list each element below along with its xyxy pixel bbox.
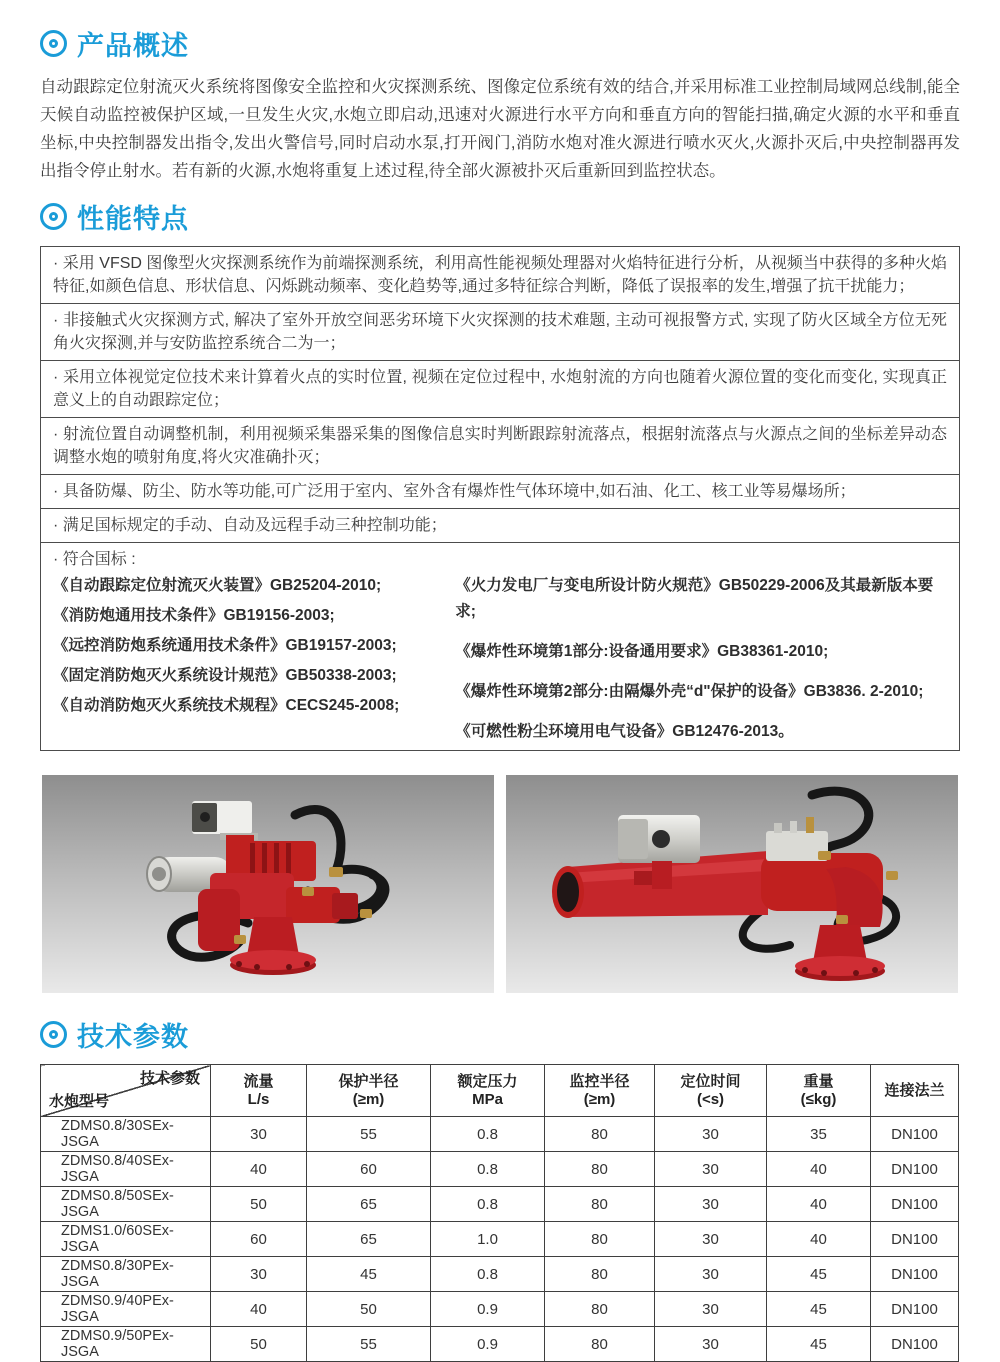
feature-item	[41, 304, 959, 361]
param-cell: 80	[545, 1292, 655, 1327]
table-row	[41, 1117, 959, 1152]
bullseye-icon	[40, 1021, 67, 1048]
feature-item	[41, 247, 959, 304]
table-row	[41, 1152, 959, 1187]
feature-text: · 采用立体视觉定位技术来计算着火点的实时位置, 视频在定位过程中, 水炮射流的方向也随着火源位置的变化而变化, 实现真正意义上的自动跟踪定位；	[53, 369, 947, 409]
param-cell: 40	[767, 1222, 871, 1257]
param-cell: 0.8	[431, 1117, 545, 1152]
column-header: 流量 L/s	[211, 1065, 307, 1117]
param-cell: 40	[767, 1152, 871, 1187]
table-row	[41, 1222, 959, 1257]
model-cell: ZDMS0.9/40PEx-JSGA	[41, 1292, 211, 1327]
diagonal-header-cell	[41, 1065, 211, 1117]
param-cell: DN100	[871, 1327, 959, 1362]
param-cell: 80	[545, 1187, 655, 1222]
param-cell: 40	[211, 1292, 307, 1327]
bullseye-inner-circle	[49, 39, 58, 48]
table-row	[41, 1327, 959, 1362]
bullseye-icon	[40, 30, 67, 57]
model-cell: ZDMS0.8/30PEx-JSGA	[41, 1257, 211, 1292]
column-header: 连接法兰	[871, 1065, 959, 1117]
param-cell: DN100	[871, 1292, 959, 1327]
standard-item: 《火力发电厂与变电所设计防火规范》GB50229-2006及其最新版本要求;	[455, 577, 934, 620]
param-cell: DN100	[871, 1222, 959, 1257]
standards-right-column	[455, 571, 947, 745]
param-cell: 80	[545, 1152, 655, 1187]
standard-item: 《爆炸性环境第1部分:设备通用要求》GB38361-2010;	[455, 643, 829, 660]
param-cell: 50	[211, 1187, 307, 1222]
param-cell: 55	[307, 1327, 431, 1362]
table-row	[41, 1292, 959, 1327]
feature-text: · 满足国标规定的手动、自动及远程手动三种控制功能；	[53, 517, 447, 534]
param-cell: 60	[211, 1222, 307, 1257]
table-row	[41, 1187, 959, 1222]
standard-item: 《可燃性粉尘环境用电气设备》GB12476-2013。	[455, 723, 794, 740]
parameters-table	[40, 1064, 959, 1362]
model-cell: ZDMS1.0/60SEx-JSGA	[41, 1222, 211, 1257]
column-header: 保护半径 (≥m)	[307, 1065, 431, 1117]
param-cell: 1.0	[431, 1222, 545, 1257]
param-cell: 0.9	[431, 1292, 545, 1327]
standards-left-column	[53, 571, 455, 745]
param-cell: 30	[655, 1117, 767, 1152]
param-cell: DN100	[871, 1187, 959, 1222]
column-header: 定位时间 (<s)	[655, 1065, 767, 1117]
param-cell: 30	[211, 1117, 307, 1152]
param-cell: 30	[655, 1327, 767, 1362]
param-cell: 30	[655, 1292, 767, 1327]
overview-paragraph: 自动跟踪定位射流灭火系统将图像安全监控和火灾探测系统、图像定位系统有效的结合,并采用标准工业控制局域网总线制,能全天候自动监控被保护区域,一旦发生火灾,水炮立即启动,迅速对火源进行水平方向和垂直方向的智能扫描,确定火源的水平和垂直坐标,中央控制器发出指令,发出火警信号,同时启动水泵,打开阀门,消防水炮对准火源进行喷水灭火,火源扑灭后,中央控制器再发出指令停止射水。若有新的火源,水炮将重复上述过程,待全部火源被扑灭后重新回到监控状态。	[40, 78, 960, 180]
feature-text: · 射流位置自动调整机制，利用视频采集器采集的图像信息实时判断跟踪射流落点，根据射流落点与火源点之间的坐标差异动态调整水炮的喷射角度,将火灾准确扑灭；	[53, 426, 947, 466]
param-cell: 0.8	[431, 1257, 545, 1292]
column-header: 重量 (≤kg)	[767, 1065, 871, 1117]
param-cell: 45	[307, 1257, 431, 1292]
param-cell: 30	[211, 1257, 307, 1292]
model-cell: ZDMS0.8/30SEx-JSGA	[41, 1117, 211, 1152]
features-title: 性能特点	[77, 204, 189, 234]
table-row	[41, 1257, 959, 1292]
param-cell: 45	[767, 1292, 871, 1327]
param-cell: 65	[307, 1187, 431, 1222]
fire-monitor-illustration-right	[506, 775, 958, 993]
param-cell: 50	[307, 1292, 431, 1327]
standard-item: 《远控消防炮系统通用技术条件》GB19157-2003;	[53, 637, 397, 654]
param-cell: DN100	[871, 1152, 959, 1187]
overview-section-header	[40, 24, 960, 63]
param-cell: 80	[545, 1257, 655, 1292]
corner-label-parameters: 技术参数	[139, 1070, 200, 1087]
param-cell: 30	[655, 1152, 767, 1187]
param-cell: 80	[545, 1327, 655, 1362]
product-photo-barrel-monitor	[506, 775, 958, 993]
param-cell: 30	[655, 1222, 767, 1257]
param-cell: 60	[307, 1152, 431, 1187]
standard-item: 《爆炸性环境第2部分:由隔爆外壳“d"保护的设备》GB3836. 2-2010;	[455, 683, 924, 700]
param-cell: 30	[655, 1257, 767, 1292]
overview-title: 产品概述	[77, 31, 189, 61]
param-cell: 50	[211, 1327, 307, 1362]
feature-text: · 具备防爆、防尘、防水等功能,可广泛用于室内、室外含有爆炸性气体环境中,如石油、化工、核工业等易爆场所；	[53, 483, 856, 500]
features-list	[40, 246, 960, 751]
standards-columns	[53, 571, 947, 745]
feature-item	[41, 475, 959, 509]
param-cell: 55	[307, 1117, 431, 1152]
standards-block	[41, 543, 959, 750]
param-cell: 0.8	[431, 1152, 545, 1187]
standards-label: · 符合国标 :	[53, 551, 136, 568]
column-header: 额定压力 MPa	[431, 1065, 545, 1117]
params-section-header	[40, 1015, 960, 1054]
column-header: 监控半径 (≥m)	[545, 1065, 655, 1117]
param-cell: 80	[545, 1222, 655, 1257]
standard-item: 《自动跟踪定位射流灭火装置》GB25204-2010;	[53, 577, 382, 594]
standard-item: 《自动消防炮灭火系统技术规程》CECS245-2008;	[53, 697, 400, 714]
param-cell: 80	[545, 1117, 655, 1152]
param-cell: 0.9	[431, 1327, 545, 1362]
bullseye-icon	[40, 203, 67, 230]
param-cell: 40	[767, 1187, 871, 1222]
feature-item	[41, 509, 959, 543]
features-section-header	[40, 197, 960, 236]
param-cell: DN100	[871, 1117, 959, 1152]
param-cell: 30	[655, 1187, 767, 1222]
params-title: 技术参数	[77, 1022, 189, 1052]
feature-text: · 采用 VFSD 图像型火灾探测系统作为前端探测系统，利用高性能视频处理器对火焰特征进行分析，从视频当中获得的多种火焰特征,如颜色信息、形状信息、闪烁跳动频率、变化趋势等,通过多特征综合判断，降低了误报率的发生,增强了抗干扰能力；	[53, 255, 947, 295]
bullseye-inner-circle	[49, 212, 58, 221]
product-photos	[42, 775, 958, 993]
param-cell: 45	[767, 1327, 871, 1362]
param-cell: 35	[767, 1117, 871, 1152]
param-cell: 65	[307, 1222, 431, 1257]
param-cell: 0.8	[431, 1187, 545, 1222]
param-cell: DN100	[871, 1257, 959, 1292]
product-photo-vertical-monitor	[42, 775, 494, 993]
standard-item: 《固定消防炮灭火系统设计规范》GB50338-2003;	[53, 667, 397, 684]
feature-item	[41, 418, 959, 475]
feature-text: · 非接触式火灾探测方式, 解决了室外开放空间恶劣环境下火灾探测的技术难题, 主动可视报警方式, 实现了防火区域全方位无死角火灾探测,并与安防监控系统合二为一；	[53, 312, 947, 352]
bullseye-inner-circle	[49, 1030, 58, 1039]
param-cell: 45	[767, 1257, 871, 1292]
fire-monitor-illustration-left	[42, 775, 494, 993]
model-cell: ZDMS0.8/40SEx-JSGA	[41, 1152, 211, 1187]
standard-item: 《消防炮通用技术条件》GB19156-2003;	[53, 607, 335, 624]
model-cell: ZDMS0.9/50PEx-JSGA	[41, 1327, 211, 1362]
model-cell: ZDMS0.8/50SEx-JSGA	[41, 1187, 211, 1222]
table-header-row	[41, 1065, 959, 1117]
corner-label-model: 水炮型号	[49, 1093, 110, 1110]
feature-item	[41, 361, 959, 418]
param-cell: 40	[211, 1152, 307, 1187]
